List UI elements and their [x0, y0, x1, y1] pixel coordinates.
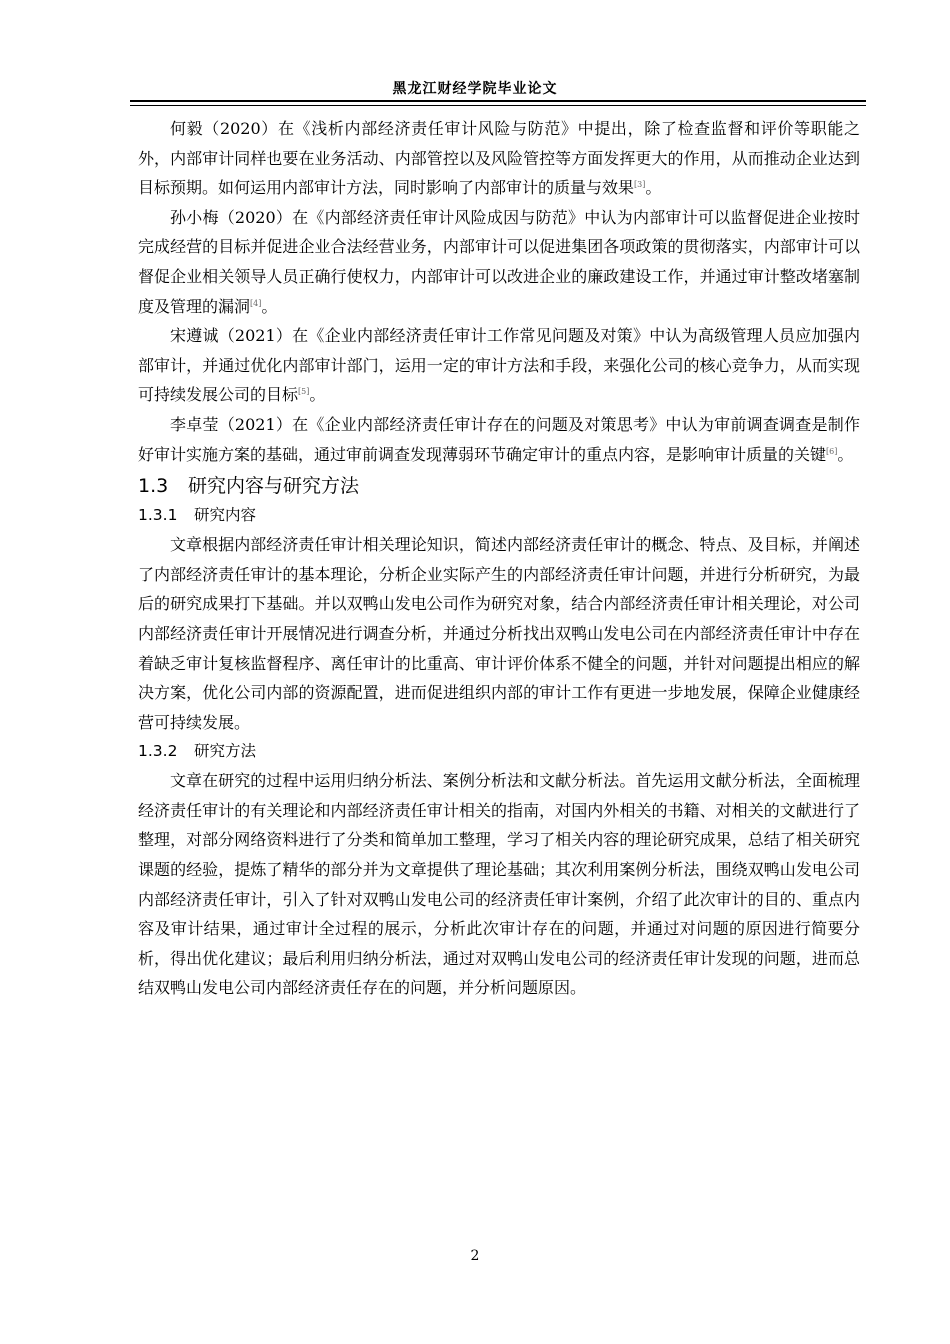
section-heading-1-3 — [138, 471, 860, 501]
paragraph-research-content: 文章根据内部经济责任审计相关理论知识，简述内部经济责任审计的概念、特点、及目标，并阐述了内部经济责任审计的基本理论，分析企业实际产生的内部经济责任审计问题，并进行分析研究，为最后的研究成果打下基础。并以双鸭山发电公司作为研究对象，结合内部经济责任审计相关理论，对公司内部经济责任审计开展情况进行调查分析，并通过分析找出双鸭山发电公司在内部经济责任审计中存在着缺乏审计复核监督程序、离任审计的比重高、审计评价体系不健全的问题，并针对问题提出相应的解决方案，优化公司内部的资源配置，进而促进组织内部的审计工作有更进一步地发展，保障企业健康经营可持续发展。 — [138, 535, 860, 732]
header-rule-thick — [130, 100, 866, 102]
page-number: 2 — [470, 1248, 480, 1264]
subsection-heading-1-3-1 — [138, 501, 860, 530]
subsection-title: 研究方法 — [194, 742, 257, 761]
section-title: 研究内容与研究方法 — [188, 475, 360, 498]
citation-ref[interactable]: [4] — [250, 298, 262, 308]
subsection-title: 研究内容 — [194, 506, 257, 525]
page-body — [138, 114, 860, 1003]
citation-ref[interactable]: [5] — [298, 387, 310, 397]
subsection-number: 1.3.2 — [138, 742, 178, 761]
citation-ref[interactable]: [3] — [634, 180, 646, 190]
citation-ref[interactable]: [6] — [826, 446, 838, 456]
paragraph-li-zhuoying: 李卓莹（2021）在《企业内部经济责任审计存在的问题及对策思考》中认为审前调查调查是制作好审计实施方案的基础，通过审前调查发现薄弱环节确定审计的重点内容，是影响审计质量的关键[6]。 — [138, 414, 860, 464]
paragraph-sun-xiaomei: 孙小梅（2020）在《内部经济责任审计风险成因与防范》中认为内部审计可以监督促进企业按时完成经营的目标并促进企业合法经营业务，内部审计可以促进集团各项政策的贯彻落实，内部审计可以督促企业相关领导人员正确行使权力，内部审计可以改进企业的廉政建设工作，并通过审计整改堵塞制度及管理的漏洞[4]。 — [138, 207, 860, 316]
section-number: 1.3 — [138, 475, 169, 498]
paragraph-song-zuncheng: 宋遵诚（2021）在《企业内部经济责任审计工作常见问题及对策》中认为高级管理人员应加强内部审计，并通过优化内部审计部门，运用一定的审计方法和手段，来强化公司的核心竞争力，从而实现可持续发展公司的目标[5]。 — [138, 326, 860, 405]
paragraph-he-yi: 何毅（2020）在《浅析内部经济责任审计风险与防范》中提出，除了检查监督和评价等职能之外，内部审计同样也要在业务活动、内部管控以及风险管控等方面发挥更大的作用，从而推动企业达到目标预期。如何运用内部审计方法，同时影响了内部审计的质量与效果[3]。 — [138, 119, 860, 198]
paragraph-research-method: 文章在研究的过程中运用归纳分析法、案例分析法和文献分析法。首先运用文献分析法，全面梳理经济责任审计的有关理论和内部经济责任审计相关的指南，对国内外相关的书籍、对相关的文献进行了整理，对部分网络资料进行了分类和简单加工整理，学习了相关内容的理论研究成果，总结了相关研究课题的经验，提炼了精华的部分并为文章提供了理论基础；其次利用案例分析法，围绕双鸭山发电公司内部经济责任审计，引入了针对双鸭山发电公司的经济责任审计案例，介绍了此次审计的目的、重点内容及审计结果，通过审计全过程的展示，分析此次审计存在的问题，并通过对问题的原因进行简要分析，得出优化建议；最后利用归纳分析法，通过对双鸭山发电公司的经济责任审计发现的问题，进而总结双鸭山发电公司内部经济责任存在的问题，并分析问题原因。 — [138, 771, 860, 998]
running-header: 黑龙江财经学院毕业论文 — [392, 81, 558, 97]
subsection-number: 1.3.1 — [138, 506, 178, 525]
subsection-heading-1-3-2 — [138, 737, 860, 766]
header-rule-thin — [130, 105, 866, 106]
